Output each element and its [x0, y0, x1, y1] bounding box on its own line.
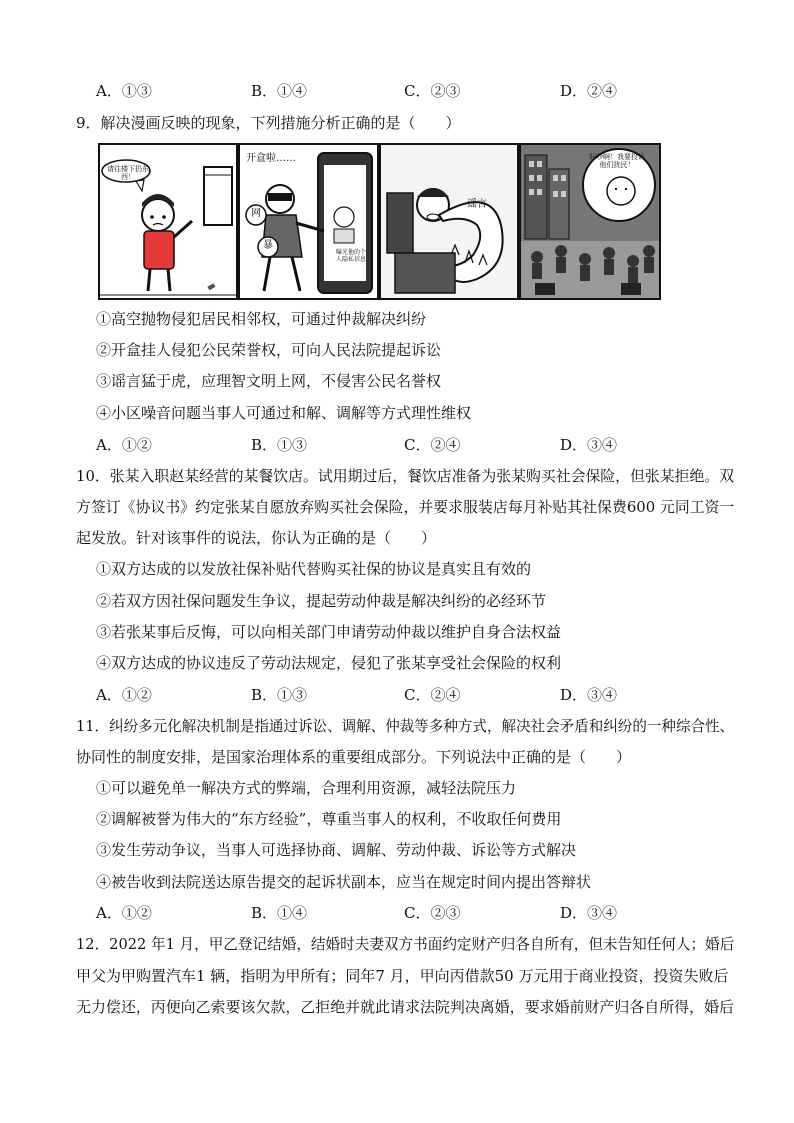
q11-stem-line-2: 协同性的制度安排，是国家治理体系的重要组成部分。下列说法中正确的是（ ）	[76, 748, 632, 766]
comic-panel-littering	[98, 143, 238, 300]
q8-option-c[interactable]: C．②③	[404, 82, 461, 100]
q12-stem-line-3: 无力偿还，丙便向乙索要该欠款，乙拒绝并就此请求法院判决离婚，要求婚前财产归各自所得，婚后	[76, 998, 735, 1016]
q9-comic	[98, 143, 661, 300]
doxxing-phone-text: 曝光他的个人隐私信息	[335, 249, 366, 263]
q11-option-b[interactable]: B．①④	[251, 904, 308, 922]
q10-item-3: ③若张某事后反悔，可以向相关部门申请劳动仲裁以维护自身合法权益	[96, 623, 562, 641]
q8-option-d[interactable]: D．②④	[560, 82, 618, 100]
comic-panel-noise	[519, 143, 661, 300]
q10-option-a[interactable]: A．①②	[96, 686, 152, 704]
q11-item-1: ①可以避免单一解决方式的弊端，合理利用资源，减轻法院压力	[96, 779, 517, 797]
q9-option-d[interactable]: D．③④	[560, 436, 618, 454]
doxxing-caption: 开盒啦……	[246, 153, 296, 164]
rumor-label: 谣言	[467, 199, 487, 210]
q9-item-1: ①高空抛物侵犯居民相邻权，可通过仲裁解决纠纷	[96, 310, 427, 328]
q10-item-1: ①双方达成的以发放社保补贴代替购买社保的协议是真实且有效的	[96, 560, 532, 578]
q9-stem: 9．解决漫画反映的现象，下列措施分析正确的是（ ）	[76, 114, 461, 132]
comic-panel-rumor	[379, 143, 519, 300]
q9-item-3: ③谣言猛于虎，应理智文明上网，不侵害公民名誉权	[96, 372, 442, 390]
rumor-illustration	[381, 145, 517, 298]
q10-stem-line-3: 起发放。针对该事件的说法，你认为正确的是（ ）	[76, 529, 437, 547]
q11-option-a[interactable]: A．①②	[96, 904, 152, 922]
q8-option-a[interactable]: A．①③	[96, 82, 152, 100]
comic-panel-doxxing	[238, 143, 379, 300]
q12-stem-line-2: 甲父为甲购置汽车1 辆，指明为甲所有；同年7 月，甲向丙借款50 万元用于商业投资，投资失败后	[76, 967, 729, 985]
q10-item-2: ②若双方因社保问题发生争议，提起劳动仲裁是解决纠纷的必经环节	[96, 592, 547, 610]
q9-item-2: ②开盒挂人侵犯公民荣誉权，可向人民法院提起诉讼	[96, 341, 442, 359]
doxxing-illustration	[240, 145, 377, 298]
q11-item-2: ②调解被誉为伟大的“东方经验”，尊重当事人的权利，不收取任何费用	[96, 810, 562, 828]
q11-stem-line-1: 11．纠纷多元化解决机制是指通过诉讼、调解、仲裁等多种方式，解决社会矛盾和纠纷的一种综合性、	[76, 717, 735, 735]
q10-option-b[interactable]: B．①③	[251, 686, 308, 704]
q10-item-4: ④双方达成的协议违反了劳动法规定，侵犯了张某享受社会保险的权利	[96, 654, 562, 672]
q11-item-4: ④被告收到法院送达原告提交的起诉状副本，应当在规定时间内提出答辩状	[96, 873, 592, 891]
doxxing-tag-wang: 网	[251, 208, 261, 219]
q11-option-c[interactable]: C．②③	[404, 904, 461, 922]
q10-stem-line-1: 10．张某入职赵某经营的某餐饮店。试用期过后，餐饮店准备为张某购买社会保险，但张某拒绝。双	[76, 467, 735, 485]
q8-option-b[interactable]: B．①④	[251, 82, 308, 100]
q9-item-4: ④小区噪音问题当事人可通过和解、调解等方式理性维权	[96, 404, 472, 422]
noise-bubble-text: 好吵啊！我要投诉他们扰民！	[589, 153, 645, 169]
q9-option-a[interactable]: A．①②	[96, 436, 152, 454]
q9-option-b[interactable]: B．①③	[251, 436, 308, 454]
q10-option-c[interactable]: C．②④	[404, 686, 461, 704]
q10-stem-line-2: 方签订《协议书》约定张某自愿放弃购买社会保险，并要求服装店每月补贴其社保费600 元同工资一	[76, 498, 735, 516]
doxxing-tag-bao: 暴	[263, 240, 273, 251]
q11-option-d[interactable]: D．③④	[560, 904, 618, 922]
q10-option-d[interactable]: D．③④	[560, 686, 618, 704]
littering-bubble-text: 请往楼下扔东西！	[107, 165, 149, 181]
q9-option-c[interactable]: C．②④	[404, 436, 461, 454]
q12-stem-line-1: 12．2022 年1 月，甲乙登记结婚，结婚时夫妻双方书面约定财产归各自所有，但未告知任何人；婚后	[76, 935, 735, 953]
q11-item-3: ③发生劳动争议，当事人可选择协商、调解、劳动仲裁、诉讼等方式解决	[96, 841, 577, 859]
